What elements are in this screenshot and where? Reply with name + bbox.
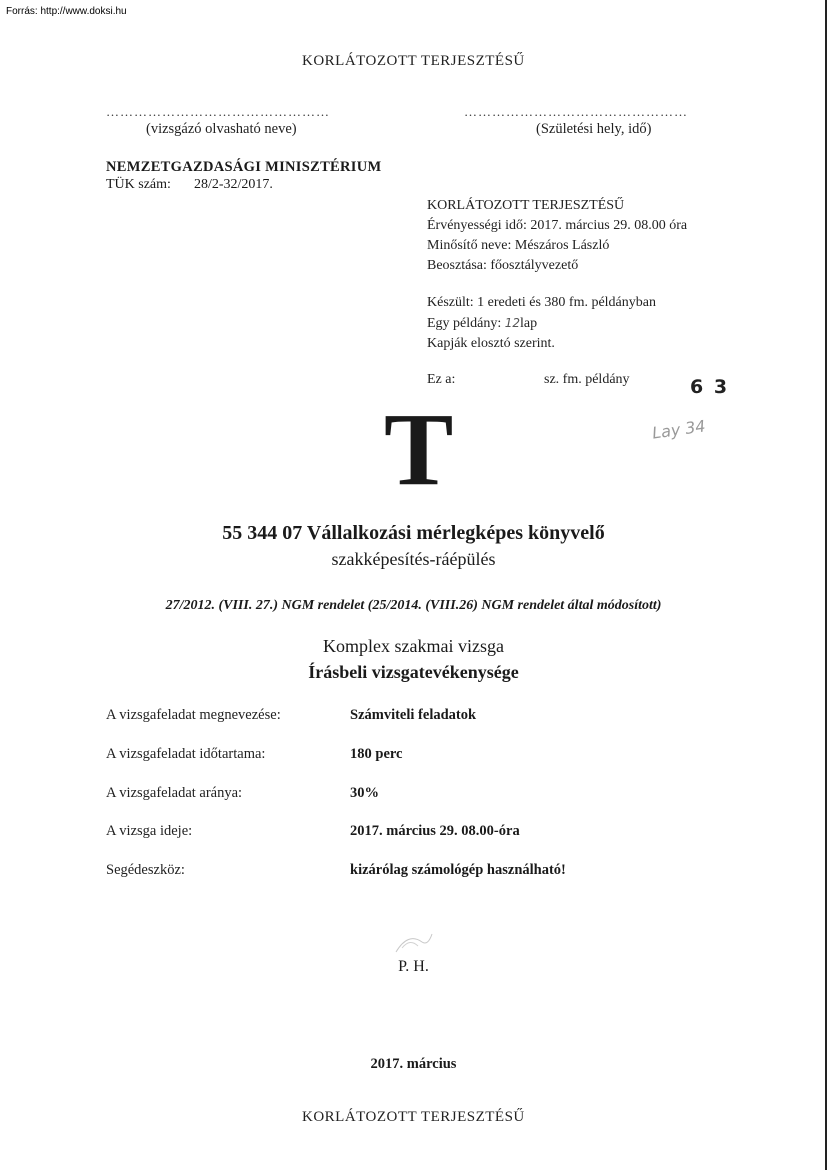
stamp-mark-icon <box>388 928 438 958</box>
classification-title: KORLÁTOZOTT TERJESZTÉSŰ <box>427 198 625 213</box>
this-copy-suffix: sz. fm. példány <box>544 372 630 387</box>
detail-label-ratio: A vizsgafeladat aránya: <box>106 785 243 801</box>
header-classification: KORLÁTOZOTT TERJESZTÉSŰ <box>302 53 525 69</box>
tuk-row <box>106 177 273 193</box>
detail-label-tools: Segédeszköz: <box>106 862 185 878</box>
detail-label-time: A vizsga ideje: <box>106 823 193 839</box>
validity-line: Érvényességi idő: 2017. március 29. 08.00 óra <box>427 218 688 233</box>
copy-pages-handwritten: 12 <box>504 316 521 330</box>
name-caption: (vizsgázó olvasható neve) <box>146 121 297 137</box>
copy-number: 6 3 <box>690 376 730 398</box>
copy-pages-suffix: lap <box>520 316 538 331</box>
detail-value-name: Számviteli feladatok <box>350 707 477 723</box>
detail-value-time: 2017. március 29. 08.00-óra <box>350 823 520 839</box>
detail-value-duration: 180 perc <box>350 746 403 762</box>
detail-label-name: A vizsgafeladat megnevezése: <box>106 707 281 723</box>
tuk-number: 28/2-32/2017. <box>193 177 273 192</box>
detail-value-tools: kizárólag számológép használható! <box>350 862 566 878</box>
distribution-line: Kapják elosztó szerint. <box>427 336 555 351</box>
tuk-label: TÜK szám: <box>106 177 171 192</box>
classifier-line: Minősítő neve: Mészáros László <box>427 238 610 253</box>
big-t-mark: T <box>384 392 454 507</box>
copy-pages-prefix: Egy példány: <box>427 316 502 331</box>
copy-pages-line <box>427 313 687 334</box>
made-line: Készült: 1 eredeti és 380 fm. példányban <box>427 295 656 310</box>
classification-block <box>427 196 687 354</box>
detail-label-duration: A vizsgafeladat időtartama: <box>106 746 266 762</box>
handwritten-note: Lay 34 <box>650 416 707 443</box>
exam-title: Komplex szakmai vizsga <box>323 636 504 656</box>
exam-subtitle: Írásbeli vizsgatevékenysége <box>308 662 519 682</box>
source-url: Forrás: http://www.doksi.hu <box>6 6 127 17</box>
decree-line: 27/2012. (VIII. 27.) NGM rendelet (25/2014. (VIII.26) NGM rendelet által módosított) <box>165 598 662 613</box>
birth-caption: (Születési hely, idő) <box>536 121 652 137</box>
position-line: Beosztása: főosztályvezető <box>427 258 579 273</box>
qualification-subtitle: szakképesítés-ráépülés <box>331 549 496 569</box>
footer-classification: KORLÁTOZOTT TERJESZTÉSŰ <box>302 1109 525 1125</box>
ministry-name: NEMZETGAZDASÁGI MINISZTÉRIUM <box>106 159 382 175</box>
qualification-title: 55 344 07 Vállalkozási mérlegképes könyvelő <box>222 522 605 544</box>
issue-date: 2017. március <box>370 1056 457 1072</box>
detail-value-ratio: 30% <box>350 785 379 801</box>
birth-dots: ………………………………………… <box>464 104 688 119</box>
name-dots: ………………………………………… <box>106 104 330 119</box>
this-copy-label: Ez a: <box>427 372 456 387</box>
stamp-label: P. H. <box>398 958 429 975</box>
